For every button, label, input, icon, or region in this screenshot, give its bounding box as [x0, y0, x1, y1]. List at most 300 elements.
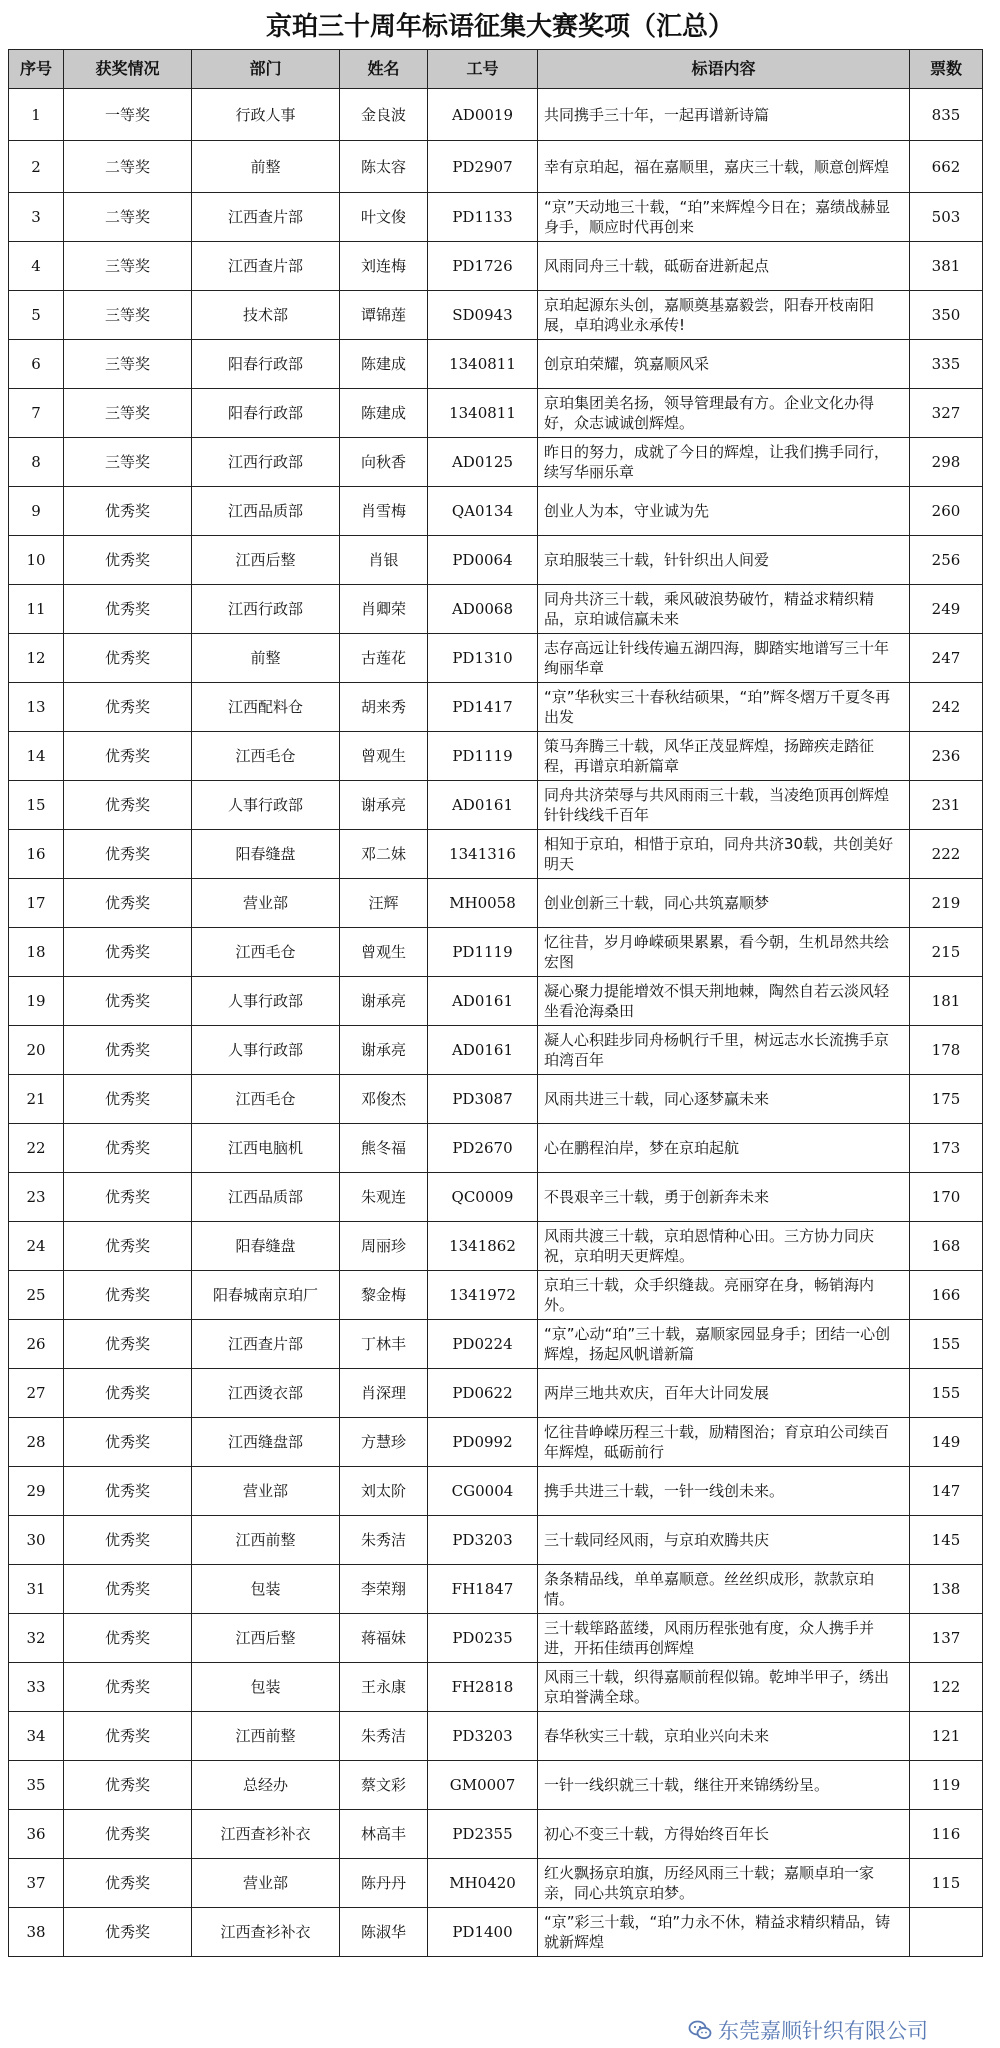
cell-slogan: 幸有京珀起，福在嘉顺里，嘉庆三十载，顺意创辉煌	[538, 141, 910, 193]
cell-name: 曾观生	[340, 732, 428, 781]
cell-slogan: 风雨三十载，织得嘉顺前程似锦。乾坤半甲子，绣出京珀誉满全球。	[538, 1663, 910, 1712]
cell-slogan: 昨日的努力，成就了今日的辉煌，让我们携手同行，续写华丽乐章	[538, 438, 910, 487]
cell-name: 曾观生	[340, 928, 428, 977]
cell-dept: 江西品质部	[192, 1173, 340, 1222]
cell-votes: 173	[910, 1124, 983, 1173]
cell-slogan: 策马奔腾三十载，风华正茂显辉煌，扬蹄疾走踏征程，再谱京珀新篇章	[538, 732, 910, 781]
cell-award: 三等奖	[64, 389, 192, 438]
cell-award: 二等奖	[64, 193, 192, 242]
cell-id: AD0161	[428, 977, 538, 1026]
cell-votes: 222	[910, 830, 983, 879]
cell-dept: 江西后整	[192, 1614, 340, 1663]
cell-award: 优秀奖	[64, 487, 192, 536]
cell-slogan: 一针一线织就三十载，继往开来锦绣纷呈。	[538, 1761, 910, 1810]
cell-id: QA0134	[428, 487, 538, 536]
cell-dept: 营业部	[192, 1467, 340, 1516]
cell-award: 优秀奖	[64, 830, 192, 879]
cell-votes: 249	[910, 585, 983, 634]
cell-name: 汪辉	[340, 879, 428, 928]
cell-slogan: 凝人心积跬步同舟杨帆行千里，树远志水长流携手京珀湾百年	[538, 1026, 910, 1075]
table-row	[9, 389, 983, 438]
cell-name: 谢承亮	[340, 781, 428, 830]
cell-award: 优秀奖	[64, 1271, 192, 1320]
table-row	[9, 89, 983, 141]
cell-slogan: 凝心聚力提能增效不惧天荆地棘，陶然自若云淡风轻坐看沧海桑田	[538, 977, 910, 1026]
cell-name: 陈建成	[340, 389, 428, 438]
cell-award: 优秀奖	[64, 1614, 192, 1663]
table-row	[9, 977, 983, 1026]
cell-id: PD0064	[428, 536, 538, 585]
cell-award: 优秀奖	[64, 1418, 192, 1467]
cell-slogan: “京”天动地三十载，“珀”来辉煌今日在；嘉绩战赫显身手，顺应时代再创来	[538, 193, 910, 242]
cell-name: 古莲花	[340, 634, 428, 683]
cell-no: 26	[9, 1320, 64, 1369]
cell-id: 1340811	[428, 389, 538, 438]
cell-id: AD0125	[428, 438, 538, 487]
cell-name: 周丽珍	[340, 1222, 428, 1271]
cell-dept: 阳春缝盘	[192, 1222, 340, 1271]
cell-votes: 149	[910, 1418, 983, 1467]
cell-slogan: 风雨共进三十载，同心逐梦赢未来	[538, 1075, 910, 1124]
cell-award: 优秀奖	[64, 1026, 192, 1075]
cell-no: 29	[9, 1467, 64, 1516]
cell-slogan: 风雨同舟三十载，砥砺奋进新起点	[538, 242, 910, 291]
cell-no: 11	[9, 585, 64, 634]
cell-no: 8	[9, 438, 64, 487]
cell-slogan: 创业人为本，守业诚为先	[538, 487, 910, 536]
cell-id: PD1119	[428, 928, 538, 977]
table-row	[9, 1565, 983, 1614]
cell-name: 丁林丰	[340, 1320, 428, 1369]
cell-no: 9	[9, 487, 64, 536]
cell-no: 27	[9, 1369, 64, 1418]
cell-dept: 江西毛仓	[192, 928, 340, 977]
cell-no: 37	[9, 1859, 64, 1908]
cell-slogan: 三十载筚路蓝缕，风雨历程张弛有度，众人携手并进，开拓佳绩再创辉煌	[538, 1614, 910, 1663]
cell-id: PD3203	[428, 1712, 538, 1761]
table-row	[9, 1222, 983, 1271]
table-row	[9, 928, 983, 977]
cell-slogan: “京”彩三十载，“珀”力永不休，精益求精织精品，铸就新辉煌	[538, 1908, 910, 1957]
cell-slogan: 志存高远让针线传遍五湖四海，脚踏实地谱写三十年绚丽华章	[538, 634, 910, 683]
cell-votes: 260	[910, 487, 983, 536]
cell-id: SD0943	[428, 291, 538, 340]
cell-votes: 256	[910, 536, 983, 585]
cell-slogan: 心在鹏程泊岸，梦在京珀起航	[538, 1124, 910, 1173]
cell-award: 二等奖	[64, 141, 192, 193]
cell-id: PD2907	[428, 141, 538, 193]
cell-id: MH0420	[428, 1859, 538, 1908]
table-row	[9, 1467, 983, 1516]
cell-no: 18	[9, 928, 64, 977]
cell-award: 优秀奖	[64, 1320, 192, 1369]
cell-award: 优秀奖	[64, 1810, 192, 1859]
cell-award: 优秀奖	[64, 536, 192, 585]
cell-dept: 江西查片部	[192, 193, 340, 242]
cell-name: 谢承亮	[340, 977, 428, 1026]
cell-id: PD3203	[428, 1516, 538, 1565]
table-row	[9, 683, 983, 732]
cell-slogan: 创业创新三十载，同心共筑嘉顺梦	[538, 879, 910, 928]
cell-dept: 人事行政部	[192, 781, 340, 830]
cell-id: 1341972	[428, 1271, 538, 1320]
table-row	[9, 585, 983, 634]
cell-no: 10	[9, 536, 64, 585]
cell-no: 17	[9, 879, 64, 928]
cell-award: 一等奖	[64, 89, 192, 141]
table-header-row	[9, 50, 983, 89]
cell-id: AD0161	[428, 781, 538, 830]
cell-award: 优秀奖	[64, 781, 192, 830]
table-row	[9, 536, 983, 585]
cell-award: 优秀奖	[64, 1908, 192, 1957]
cell-award: 优秀奖	[64, 977, 192, 1026]
table-row	[9, 1173, 983, 1222]
cell-award: 优秀奖	[64, 879, 192, 928]
cell-id: PD0622	[428, 1369, 538, 1418]
column-header-award: 获奖情况	[64, 50, 192, 89]
table-row	[9, 1663, 983, 1712]
cell-id: PD1133	[428, 193, 538, 242]
cell-no: 13	[9, 683, 64, 732]
cell-name: 肖深理	[340, 1369, 428, 1418]
cell-dept: 技术部	[192, 291, 340, 340]
cell-no: 32	[9, 1614, 64, 1663]
cell-name: 谢承亮	[340, 1026, 428, 1075]
cell-no: 1	[9, 89, 64, 141]
cell-votes: 170	[910, 1173, 983, 1222]
cell-votes: 503	[910, 193, 983, 242]
cell-no: 16	[9, 830, 64, 879]
cell-id: PD2355	[428, 1810, 538, 1859]
cell-votes: 115	[910, 1859, 983, 1908]
cell-name: 肖银	[340, 536, 428, 585]
cell-id: PD0224	[428, 1320, 538, 1369]
cell-dept: 行政人事	[192, 89, 340, 141]
cell-dept: 前整	[192, 634, 340, 683]
cell-votes: 121	[910, 1712, 983, 1761]
cell-name: 叶文俊	[340, 193, 428, 242]
cell-id: AD0161	[428, 1026, 538, 1075]
cell-award: 三等奖	[64, 340, 192, 389]
page-title: 京珀三十周年标语征集大赛奖项（汇总）	[265, 12, 734, 42]
cell-id: CG0004	[428, 1467, 538, 1516]
cell-no: 15	[9, 781, 64, 830]
cell-slogan: 春华秋实三十载，京珀业兴向未来	[538, 1712, 910, 1761]
cell-dept: 总经办	[192, 1761, 340, 1810]
cell-dept: 江西查片部	[192, 242, 340, 291]
cell-no: 34	[9, 1712, 64, 1761]
cell-no: 4	[9, 242, 64, 291]
cell-no: 28	[9, 1418, 64, 1467]
wechat-icon	[688, 2018, 712, 2042]
cell-id: QC0009	[428, 1173, 538, 1222]
column-header-no: 序号	[9, 50, 64, 89]
cell-id: 1341316	[428, 830, 538, 879]
watermark	[688, 2016, 928, 2044]
cell-no: 30	[9, 1516, 64, 1565]
cell-id: MH0058	[428, 879, 538, 928]
cell-name: 肖雪梅	[340, 487, 428, 536]
cell-name: 朱秀洁	[340, 1516, 428, 1565]
cell-dept: 营业部	[192, 879, 340, 928]
cell-id: PD0235	[428, 1614, 538, 1663]
cell-votes: 145	[910, 1516, 983, 1565]
cell-dept: 江西前整	[192, 1712, 340, 1761]
cell-award: 优秀奖	[64, 1663, 192, 1712]
cell-award: 优秀奖	[64, 1467, 192, 1516]
table-row	[9, 340, 983, 389]
cell-no: 31	[9, 1565, 64, 1614]
cell-award: 优秀奖	[64, 732, 192, 781]
table-row	[9, 1761, 983, 1810]
cell-slogan: 相知于京珀，相惜于京珀，同舟共济30载，共创美好明天	[538, 830, 910, 879]
cell-dept: 人事行政部	[192, 977, 340, 1026]
cell-no: 22	[9, 1124, 64, 1173]
table-row	[9, 879, 983, 928]
cell-votes: 116	[910, 1810, 983, 1859]
cell-dept: 江西前整	[192, 1516, 340, 1565]
cell-slogan: 红火飘扬京珀旗，历经风雨三十载；嘉顺卓珀一家亲，同心共筑京珀梦。	[538, 1859, 910, 1908]
cell-name: 蔡文彩	[340, 1761, 428, 1810]
cell-slogan: 条条精品线，单单嘉顺意。丝丝织成形，款款京珀情。	[538, 1565, 910, 1614]
cell-dept: 阳春行政部	[192, 389, 340, 438]
cell-no: 23	[9, 1173, 64, 1222]
cell-no: 14	[9, 732, 64, 781]
table-row	[9, 1369, 983, 1418]
cell-award: 三等奖	[64, 438, 192, 487]
table-row	[9, 141, 983, 193]
cell-votes: 242	[910, 683, 983, 732]
table-row	[9, 242, 983, 291]
cell-name: 刘太阶	[340, 1467, 428, 1516]
table-row	[9, 1124, 983, 1173]
cell-votes: 155	[910, 1369, 983, 1418]
cell-award: 优秀奖	[64, 1761, 192, 1810]
cell-id: FH2818	[428, 1663, 538, 1712]
cell-votes: 231	[910, 781, 983, 830]
cell-slogan: 忆往昔，岁月峥嵘硕果累累，看今朝，生机昂然共绘宏图	[538, 928, 910, 977]
table-row	[9, 1859, 983, 1908]
cell-slogan: 京珀集团美名扬，领导管理最有方。企业文化办得好，众志诚诚创辉煌。	[538, 389, 910, 438]
cell-slogan: 不畏艰辛三十载，勇于创新奔未来	[538, 1173, 910, 1222]
table-row	[9, 291, 983, 340]
cell-no: 3	[9, 193, 64, 242]
cell-dept: 包装	[192, 1663, 340, 1712]
cell-dept: 江西品质部	[192, 487, 340, 536]
cell-name: 邓俊杰	[340, 1075, 428, 1124]
cell-name: 刘连梅	[340, 242, 428, 291]
cell-id: FH1847	[428, 1565, 538, 1614]
cell-id: PD1726	[428, 242, 538, 291]
cell-name: 陈太容	[340, 141, 428, 193]
cell-id: AD0068	[428, 585, 538, 634]
column-header-slogan: 标语内容	[538, 50, 910, 89]
cell-name: 熊冬福	[340, 1124, 428, 1173]
cell-name: 陈淑华	[340, 1908, 428, 1957]
cell-slogan: 忆往昔峥嵘历程三十载，励精图治；育京珀公司续百年辉煌，砥砺前行	[538, 1418, 910, 1467]
cell-id: PD1417	[428, 683, 538, 732]
cell-dept: 江西毛仓	[192, 1075, 340, 1124]
cell-slogan: 创京珀荣耀，筑嘉顺风采	[538, 340, 910, 389]
cell-votes: 327	[910, 389, 983, 438]
table-row	[9, 732, 983, 781]
cell-dept: 前整	[192, 141, 340, 193]
cell-dept: 江西查衫补衣	[192, 1810, 340, 1859]
table-row	[9, 830, 983, 879]
cell-slogan: 携手共进三十载，一针一线创未来。	[538, 1467, 910, 1516]
cell-dept: 人事行政部	[192, 1026, 340, 1075]
cell-name: 邓二妹	[340, 830, 428, 879]
cell-dept: 包装	[192, 1565, 340, 1614]
cell-votes: 298	[910, 438, 983, 487]
table-row	[9, 1712, 983, 1761]
cell-no: 33	[9, 1663, 64, 1712]
cell-slogan: 京珀起源东头创，嘉顺奠基嘉毅尝，阳春开枝南阳展，卓珀鸿业永承传!	[538, 291, 910, 340]
cell-name: 肖卿荣	[340, 585, 428, 634]
cell-no: 25	[9, 1271, 64, 1320]
cell-name: 陈丹丹	[340, 1859, 428, 1908]
table-row	[9, 1026, 983, 1075]
cell-no: 12	[9, 634, 64, 683]
table-row	[9, 1075, 983, 1124]
cell-no: 5	[9, 291, 64, 340]
cell-votes: 181	[910, 977, 983, 1026]
cell-slogan: 京珀服装三十载，针针织出人间爱	[538, 536, 910, 585]
watermark-text: 东莞嘉顺针织有限公司	[718, 2019, 928, 2043]
cell-no: 38	[9, 1908, 64, 1957]
cell-votes: 166	[910, 1271, 983, 1320]
cell-name: 金良波	[340, 89, 428, 141]
cell-award: 优秀奖	[64, 1369, 192, 1418]
cell-votes	[910, 1908, 983, 1957]
cell-slogan: 三十载同经风雨，与京珀欢腾共庆	[538, 1516, 910, 1565]
cell-no: 20	[9, 1026, 64, 1075]
cell-dept: 营业部	[192, 1859, 340, 1908]
cell-votes: 168	[910, 1222, 983, 1271]
cell-name: 谭锦莲	[340, 291, 428, 340]
cell-slogan: 共同携手三十年，一起再谱新诗篇	[538, 89, 910, 141]
cell-votes: 219	[910, 879, 983, 928]
cell-id: AD0019	[428, 89, 538, 141]
cell-votes: 381	[910, 242, 983, 291]
cell-award: 优秀奖	[64, 1516, 192, 1565]
cell-no: 36	[9, 1810, 64, 1859]
cell-name: 陈建成	[340, 340, 428, 389]
cell-name: 向秋香	[340, 438, 428, 487]
cell-id: PD1310	[428, 634, 538, 683]
cell-votes: 155	[910, 1320, 983, 1369]
table-row	[9, 1418, 983, 1467]
cell-no: 24	[9, 1222, 64, 1271]
cell-award: 优秀奖	[64, 1173, 192, 1222]
cell-dept: 阳春行政部	[192, 340, 340, 389]
column-header-name: 姓名	[340, 50, 428, 89]
cell-award: 优秀奖	[64, 683, 192, 732]
cell-id: PD1400	[428, 1908, 538, 1957]
cell-name: 朱观连	[340, 1173, 428, 1222]
column-header-id: 工号	[428, 50, 538, 89]
cell-votes: 236	[910, 732, 983, 781]
cell-award: 优秀奖	[64, 1565, 192, 1614]
cell-id: GM0007	[428, 1761, 538, 1810]
cell-dept: 江西查片部	[192, 1320, 340, 1369]
cell-award: 优秀奖	[64, 1859, 192, 1908]
cell-votes: 138	[910, 1565, 983, 1614]
cell-name: 林高丰	[340, 1810, 428, 1859]
table-row	[9, 1908, 983, 1957]
cell-votes: 147	[910, 1467, 983, 1516]
cell-votes: 350	[910, 291, 983, 340]
cell-no: 2	[9, 141, 64, 193]
cell-slogan: 风雨共渡三十载，京珀恩情种心田。三方协力同庆祝，京珀明天更辉煌。	[538, 1222, 910, 1271]
cell-award: 三等奖	[64, 242, 192, 291]
cell-slogan: 初心不变三十载，方得始终百年长	[538, 1810, 910, 1859]
table-row	[9, 781, 983, 830]
cell-dept: 阳春城南京珀厂	[192, 1271, 340, 1320]
cell-name: 胡来秀	[340, 683, 428, 732]
cell-dept: 江西配料仓	[192, 683, 340, 732]
cell-votes: 175	[910, 1075, 983, 1124]
cell-no: 19	[9, 977, 64, 1026]
cell-award: 优秀奖	[64, 634, 192, 683]
cell-votes: 662	[910, 141, 983, 193]
cell-dept: 江西缝盘部	[192, 1418, 340, 1467]
column-header-votes: 票数	[910, 50, 983, 89]
cell-votes: 137	[910, 1614, 983, 1663]
cell-name: 方慧珍	[340, 1418, 428, 1467]
cell-award: 优秀奖	[64, 928, 192, 977]
cell-votes: 178	[910, 1026, 983, 1075]
cell-votes: 335	[910, 340, 983, 389]
cell-id: PD2670	[428, 1124, 538, 1173]
table-row	[9, 634, 983, 683]
cell-award: 优秀奖	[64, 1075, 192, 1124]
cell-slogan: 同舟共济荣辱与共风雨雨三十载，当凌绝顶再创辉煌针针线线千百年	[538, 781, 910, 830]
cell-name: 蒋福妹	[340, 1614, 428, 1663]
cell-name: 朱秀洁	[340, 1712, 428, 1761]
cell-no: 6	[9, 340, 64, 389]
cell-slogan: 同舟共济三十载，乘风破浪势破竹，精益求精织精品，京珀诚信赢未来	[538, 585, 910, 634]
cell-award: 优秀奖	[64, 1712, 192, 1761]
table-row	[9, 1516, 983, 1565]
cell-id: PD0992	[428, 1418, 538, 1467]
cell-no: 21	[9, 1075, 64, 1124]
cell-no: 7	[9, 389, 64, 438]
cell-name: 李荣翔	[340, 1565, 428, 1614]
cell-votes: 119	[910, 1761, 983, 1810]
cell-dept: 江西毛仓	[192, 732, 340, 781]
cell-slogan: 京珀三十载，众手织缝裁。亮丽穿在身，畅销海内外。	[538, 1271, 910, 1320]
table-row	[9, 193, 983, 242]
cell-dept: 江西电脑机	[192, 1124, 340, 1173]
awards-table	[8, 49, 983, 1957]
cell-votes: 122	[910, 1663, 983, 1712]
cell-name: 黎金梅	[340, 1271, 428, 1320]
cell-votes: 215	[910, 928, 983, 977]
table-row	[9, 1320, 983, 1369]
cell-dept: 江西行政部	[192, 438, 340, 487]
table-row	[9, 1271, 983, 1320]
cell-dept: 江西行政部	[192, 585, 340, 634]
cell-dept: 江西查衫补衣	[192, 1908, 340, 1957]
cell-votes: 835	[910, 89, 983, 141]
cell-name: 王永康	[340, 1663, 428, 1712]
cell-slogan: 两岸三地共欢庆，百年大计同发展	[538, 1369, 910, 1418]
cell-no: 35	[9, 1761, 64, 1810]
cell-dept: 江西后整	[192, 536, 340, 585]
table-row	[9, 1614, 983, 1663]
